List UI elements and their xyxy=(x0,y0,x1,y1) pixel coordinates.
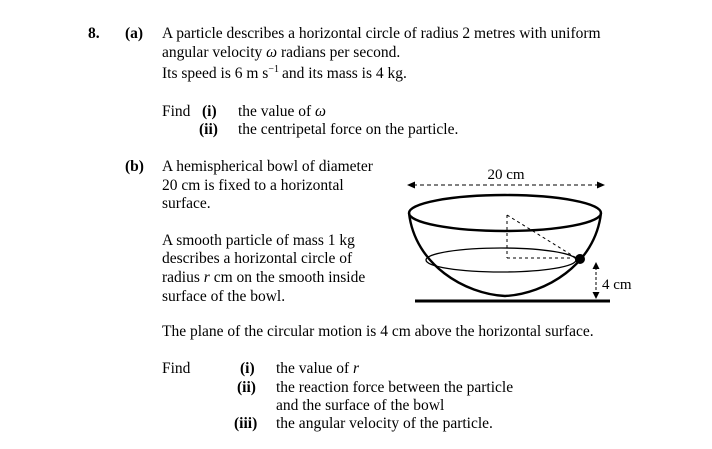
part-a-line2: angular velocity ω radians per second. xyxy=(162,44,401,61)
motion-circle xyxy=(426,248,576,272)
part-b-plane-text: The plane of the circular motion is 4 cm above the horizontal surface. xyxy=(162,323,594,340)
particle-dot xyxy=(575,254,585,264)
part-b-item-ii-text: the reaction force between the particle xyxy=(276,379,514,396)
part-b-item-iii-label: (iii) xyxy=(234,415,258,432)
question-number: 8. xyxy=(88,25,100,42)
part-b-label: (b) xyxy=(125,158,144,175)
slant-line xyxy=(507,215,578,259)
part-a-item-ii-label: (ii) xyxy=(199,121,218,138)
part-b-p2-line3: radius r cm on the smooth inside xyxy=(162,269,366,286)
part-b-p1-line2: 20 cm is fixed to a horizontal xyxy=(162,177,344,194)
bowl-rim xyxy=(409,195,601,231)
part-b-item-iii-text: the angular velocity of the particle. xyxy=(276,415,493,432)
part-a-item-i-label: (i) xyxy=(202,103,217,120)
part-b-p2-line2: describes a horizontal circle of xyxy=(162,250,353,267)
part-b-item-ii-label: (ii) xyxy=(237,379,256,396)
part-b-p2-line4: surface of the bowl. xyxy=(162,288,286,305)
part-a-line1: A particle describes a horizontal circle of radius 2 metres with uniform xyxy=(162,25,601,42)
part-a-find: Find xyxy=(162,103,191,120)
part-b-p1-line3: surface. xyxy=(162,195,211,212)
part-a-item-ii-text: the centripetal force on the particle. xyxy=(238,121,459,138)
height-dimension-arrow xyxy=(593,262,600,299)
bowl-diagram xyxy=(395,160,645,310)
diameter-label: 20 cm xyxy=(487,167,525,183)
part-a-item-i-text: the value of ω xyxy=(238,103,326,120)
height-label: 4 cm xyxy=(602,277,632,293)
part-b-item-ii-text2: and the surface of the bowl xyxy=(276,397,445,414)
part-b-p2-line1: A smooth particle of mass 1 kg xyxy=(162,232,355,249)
part-a-label: (a) xyxy=(125,25,144,42)
part-b-p1-line1: A hemispherical bowl of diameter xyxy=(162,158,373,175)
part-b-find: Find xyxy=(162,360,191,377)
part-b-item-i-text: the value of r xyxy=(276,360,360,377)
part-a-line3: Its speed is 6 m $s^{-1}$ and its mass is 4 kg. xyxy=(162,64,407,82)
part-b-item-i-label: (i) xyxy=(240,360,255,377)
